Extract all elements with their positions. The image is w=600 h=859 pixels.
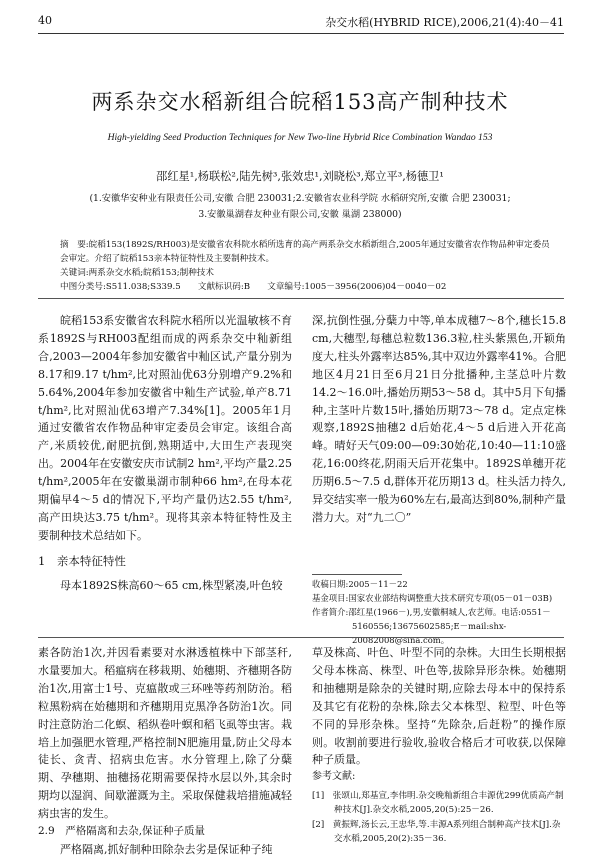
section-divider	[38, 637, 564, 638]
english-title: High-yielding Seed Production Techniques for New Two-line Hybrid Rice Combination Wandao 153	[107, 132, 493, 143]
fund-note: 基金项目:国家农业部结构调整重大技术研究专项(05－01－03B)	[312, 593, 553, 603]
classification: 中图分类号:S511.038;S339.5 文献标识码:B 文章编号:1005－3956(2006)04－0040－02	[60, 282, 447, 292]
abstract-rule	[38, 298, 564, 299]
pest-control-text: 素各防治1次,并因看素要对水淋透植株中下部茎秆,水量要加大。稻瘟病在移栽期、始穗期、齐穗期各防治1次,用富士1号、克瘟散或三环唑等药剂防治。稻粒黑粉病在始穗期和齐穗期用克黑净各防治1次。同时注意防治二化螟、稻纵卷叶螟和稻飞虱等虫害。栽培上加强肥水管理,严格控制N肥施用量,防止父母本徒长、贪青、招病虫危害。水分管理上,除了分蘖期、孕穗期、抽穗扬花期需要保持水层以外,其余时期均以湿润、间歇灌溉为主。采取保健栽培措施减轻病虫害的发生。	[38, 646, 292, 821]
section-2-9-heading: 2.9 严格隔离和去杂,保证种子质量	[38, 825, 206, 838]
author-contact: 5160556;13675602585;E－mail:shx-20082008@sina.com。	[352, 621, 507, 645]
references	[312, 770, 566, 847]
references-heading: 参考文献:	[312, 771, 356, 782]
roguing-text: 草及株高、叶色、叶型不同的杂株。大田生长期根据父母本株高、株型、叶色等,拔除异形杂株。始穗期和抽穗期是除杂的关键时期,应除去母本中的保持系及其它有花粉的杂株,除去父本株型、粒型、叶色等不同的异形杂株。坚持“先除杂,后赶粉”的操作原则。收割前要进行验收,验收合格后才可收获,以保障种子质量。	[312, 646, 566, 767]
section-2-9-paragraph: 严格隔离,抓好制种田除杂去劣是保证种子纯	[60, 842, 273, 856]
right-column-upper	[312, 312, 566, 527]
footnote-rule	[312, 574, 402, 575]
section-1-paragraph: 母本1892S株高60～65 cm,株型紧凑,叶色较	[60, 578, 283, 592]
affiliation-line-1: (1.安徽华安种业有限责任公司,安徽 合肥 230031;2.安徽省农业科学院 水稻研究所,安徽 合肥 230031;	[89, 193, 511, 204]
authors: 邵红星¹,杨联松²,陆先树³,张效忠¹,刘晓松³,郑立平³,杨德卫¹	[156, 170, 444, 183]
section-1-heading: 1 亲本特征特性	[38, 553, 126, 568]
paper-title: 两系杂交水稻新组合皖稻153高产制种技术	[91, 90, 509, 114]
keywords: 关键词:两系杂交水稻;皖稻153;制种技术	[60, 268, 214, 278]
received-date: 收稿日期:2005－11－22	[312, 579, 408, 589]
left-column-upper	[38, 312, 292, 595]
header-rule	[38, 33, 564, 34]
journal-citation: 杂交水稻(HYBRID RICE),2006,21(4):40－41	[325, 16, 564, 29]
affiliation-line-2: 3.安徽巢湖春友种业有限公司,安徽 巢湖 238000)	[198, 209, 402, 220]
intro-paragraph: 皖稻153系安徽省农科院水稻所以光温敏核不育系1892S与RH003配组而成的两系杂交中籼新组合,2003—2004年参加安徽省中籼区试,产量分别为8.17和9.17 t/hm²,比对照汕优63分别增产9.2%和5.64%,2004年参加安徽省中籼生产试验,单产8.71 t/hm²,比对照汕优63增产7.34%[1]。2005年1月通过安徽省农作物品种审定委员会审定。该组合高产,米质较优,耐肥抗倒,熟期适中,大田生产表现突出。2004年在安徽安庆市试制2 hm²,平均产量2.25 t/hm²,2005年在安徽巢湖市制种66 hm²,在母本花期偏早4～5 d的情况下,平均产量仍达2.55 t/hm²,高产田块达3.75 t/hm²。现将其亲本特征特性及主要制种技术总结如下。	[38, 314, 292, 542]
abstract-line-2: 会审定。介绍了皖稻153亲本特征特性及主要制种技术。	[60, 254, 275, 264]
reference-item: [1] 张颂山,郑基宣,李伟明.杂交晚籼新组合丰源优299优质高产制种技术[J].杂交水稻,2005,20(5):25－26.	[312, 790, 564, 815]
page-number: 40	[38, 14, 52, 27]
left-column-lower	[38, 644, 292, 859]
abstract-line-1: 摘 要:皖稻153(1892S/RH003)是安徽省农科院水稻所选育的高产两系杂交水稻新组合,2005年通过安徽省农作物品种审定委员	[60, 240, 550, 250]
right-column-lower	[312, 644, 566, 769]
right-column-text: 深,抗倒性强,分蘖力中等,单本成穗7～8个,穗长15.8 cm,大穗型,每穗总粒数136.3粒,柱头紫黑色,开颖角度大,柱头外露率达85%,其中双边外露率41%。合肥地区4月21日至6月21日分批播种,主茎总叶片数14.2～16.0叶,播始历期53～58 d。其中5月下旬播种,主茎叶片数15叶,播始历期73～78 d。定点定株观察,1892S抽穗2 d后始花,4～5 d后进入开花高峰。晴好天气09:00—09:30始花,10:40—11:10盛花,16:00终花,阴雨天后开花集中。1892S单穗开花历期6.5～7.5 d,群体开花历期13 d。柱头活力持久,异交结实率一般为60%左右,最高达到80%,制种产量潜力大。对“九二〇”	[312, 314, 566, 524]
running-header	[38, 14, 564, 30]
author-bio: 作者简介:邵红星(1966－),男,安徽桐城人,农艺师。电话:0551－	[312, 607, 551, 617]
reference-item: [2] 黄振辉,汤长云,王忠华,等.丰源A系列组合制种高产技术[J].杂交水稻,2005,20(2):35－36.	[312, 819, 561, 844]
